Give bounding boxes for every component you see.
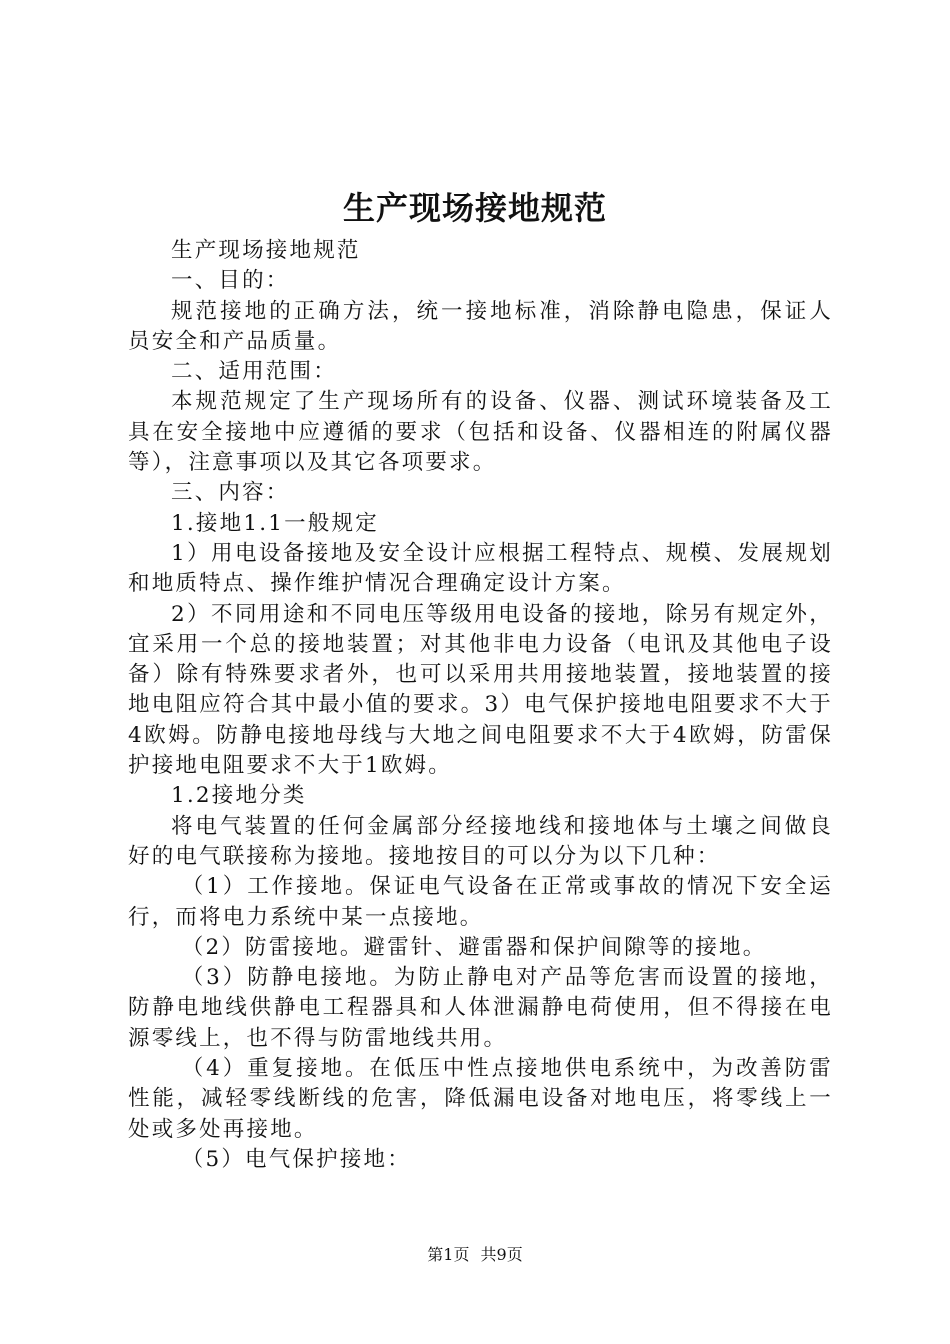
paragraph-protective-ground: （5）电气保护接地： <box>181 1146 411 1172</box>
page-number: 第1页 <box>427 1245 470 1264</box>
page-footer <box>0 1244 950 1266</box>
document-body <box>128 236 833 1175</box>
paragraph-working-ground: （1）工作接地。保证电气设备在正常或事故的情况下安全运行，而将电力系统中某一点接地。 <box>128 874 833 930</box>
subheading-classification: 1.2接地分类 <box>171 783 307 809</box>
paragraph-lightning-ground: （2）防雷接地。避雷针、避雷器和保护间隙等的接地。 <box>181 934 767 960</box>
section-heading-purpose: 一、目的： <box>171 268 290 294</box>
document-title: 生产现场接地规范 <box>342 189 607 227</box>
section-heading-content: 三、内容： <box>171 480 290 506</box>
paragraph-rule-1: 1）用电设备接地及安全设计应根据工程特点、规模、发展规划和地质特点、操作维护情况合理确定设计方案。 <box>128 540 833 597</box>
paragraph-scope: 本规范规定了生产现场所有的设备、仪器、测试环境装备及工具在安全接地中应遵循的要求（包括和设备、仪器相连的附属仪器等），注意事项以及其它各项要求。 <box>128 389 833 476</box>
paragraph-rule-2-3: 2）不同用途和不同电压等级用电设备的接地，除另有规定外，宜采用一个总的接地装置；对其他非电力设备（电讯及其他电子设备）除有特殊要求者外，也可以采用共用接地装置，接地装置的接地电阻应符合其中最小值的要求。3）电气保护接地电阻要求不大于4欧姆。防静电接地母线与大地之间电阻要求不大于4欧姆，防雷保护接地电阻要求不大于1欧姆。 <box>128 601 833 779</box>
subheading-general-rules: 1.接地1.1一般规定 <box>171 510 379 536</box>
section-heading-scope: 二、适用范围： <box>171 359 337 385</box>
paragraph-antistatic-ground: （3）防静电接地。为防止静电对产品等危害而设置的接地，防静电地线供静电工程器具和人体泄漏静电荷使用，但不得接在电源零线上，也不得与防雷地线共用。 <box>128 965 833 1051</box>
paragraph-classification: 将电气装置的任何金属部分经接地线和接地体与土壤之间做良好的电气联接称为接地。接地按目的可以分为以下几种： <box>128 813 833 869</box>
paragraph-subtitle: 生产现场接地规范 <box>171 238 361 263</box>
paragraph-repeat-ground: （4）重复接地。在低压中性点接地供电系统中，为改善防雷性能，减轻零线断线的危害，降低漏电设备对地电压，将零线上一处或多处再接地。 <box>128 1056 833 1142</box>
paragraph-purpose: 规范接地的正确方法，统一接地标准，消除静电隐患，保证人员安全和产品质量。 <box>128 298 833 354</box>
page-total: 共9页 <box>480 1245 523 1264</box>
